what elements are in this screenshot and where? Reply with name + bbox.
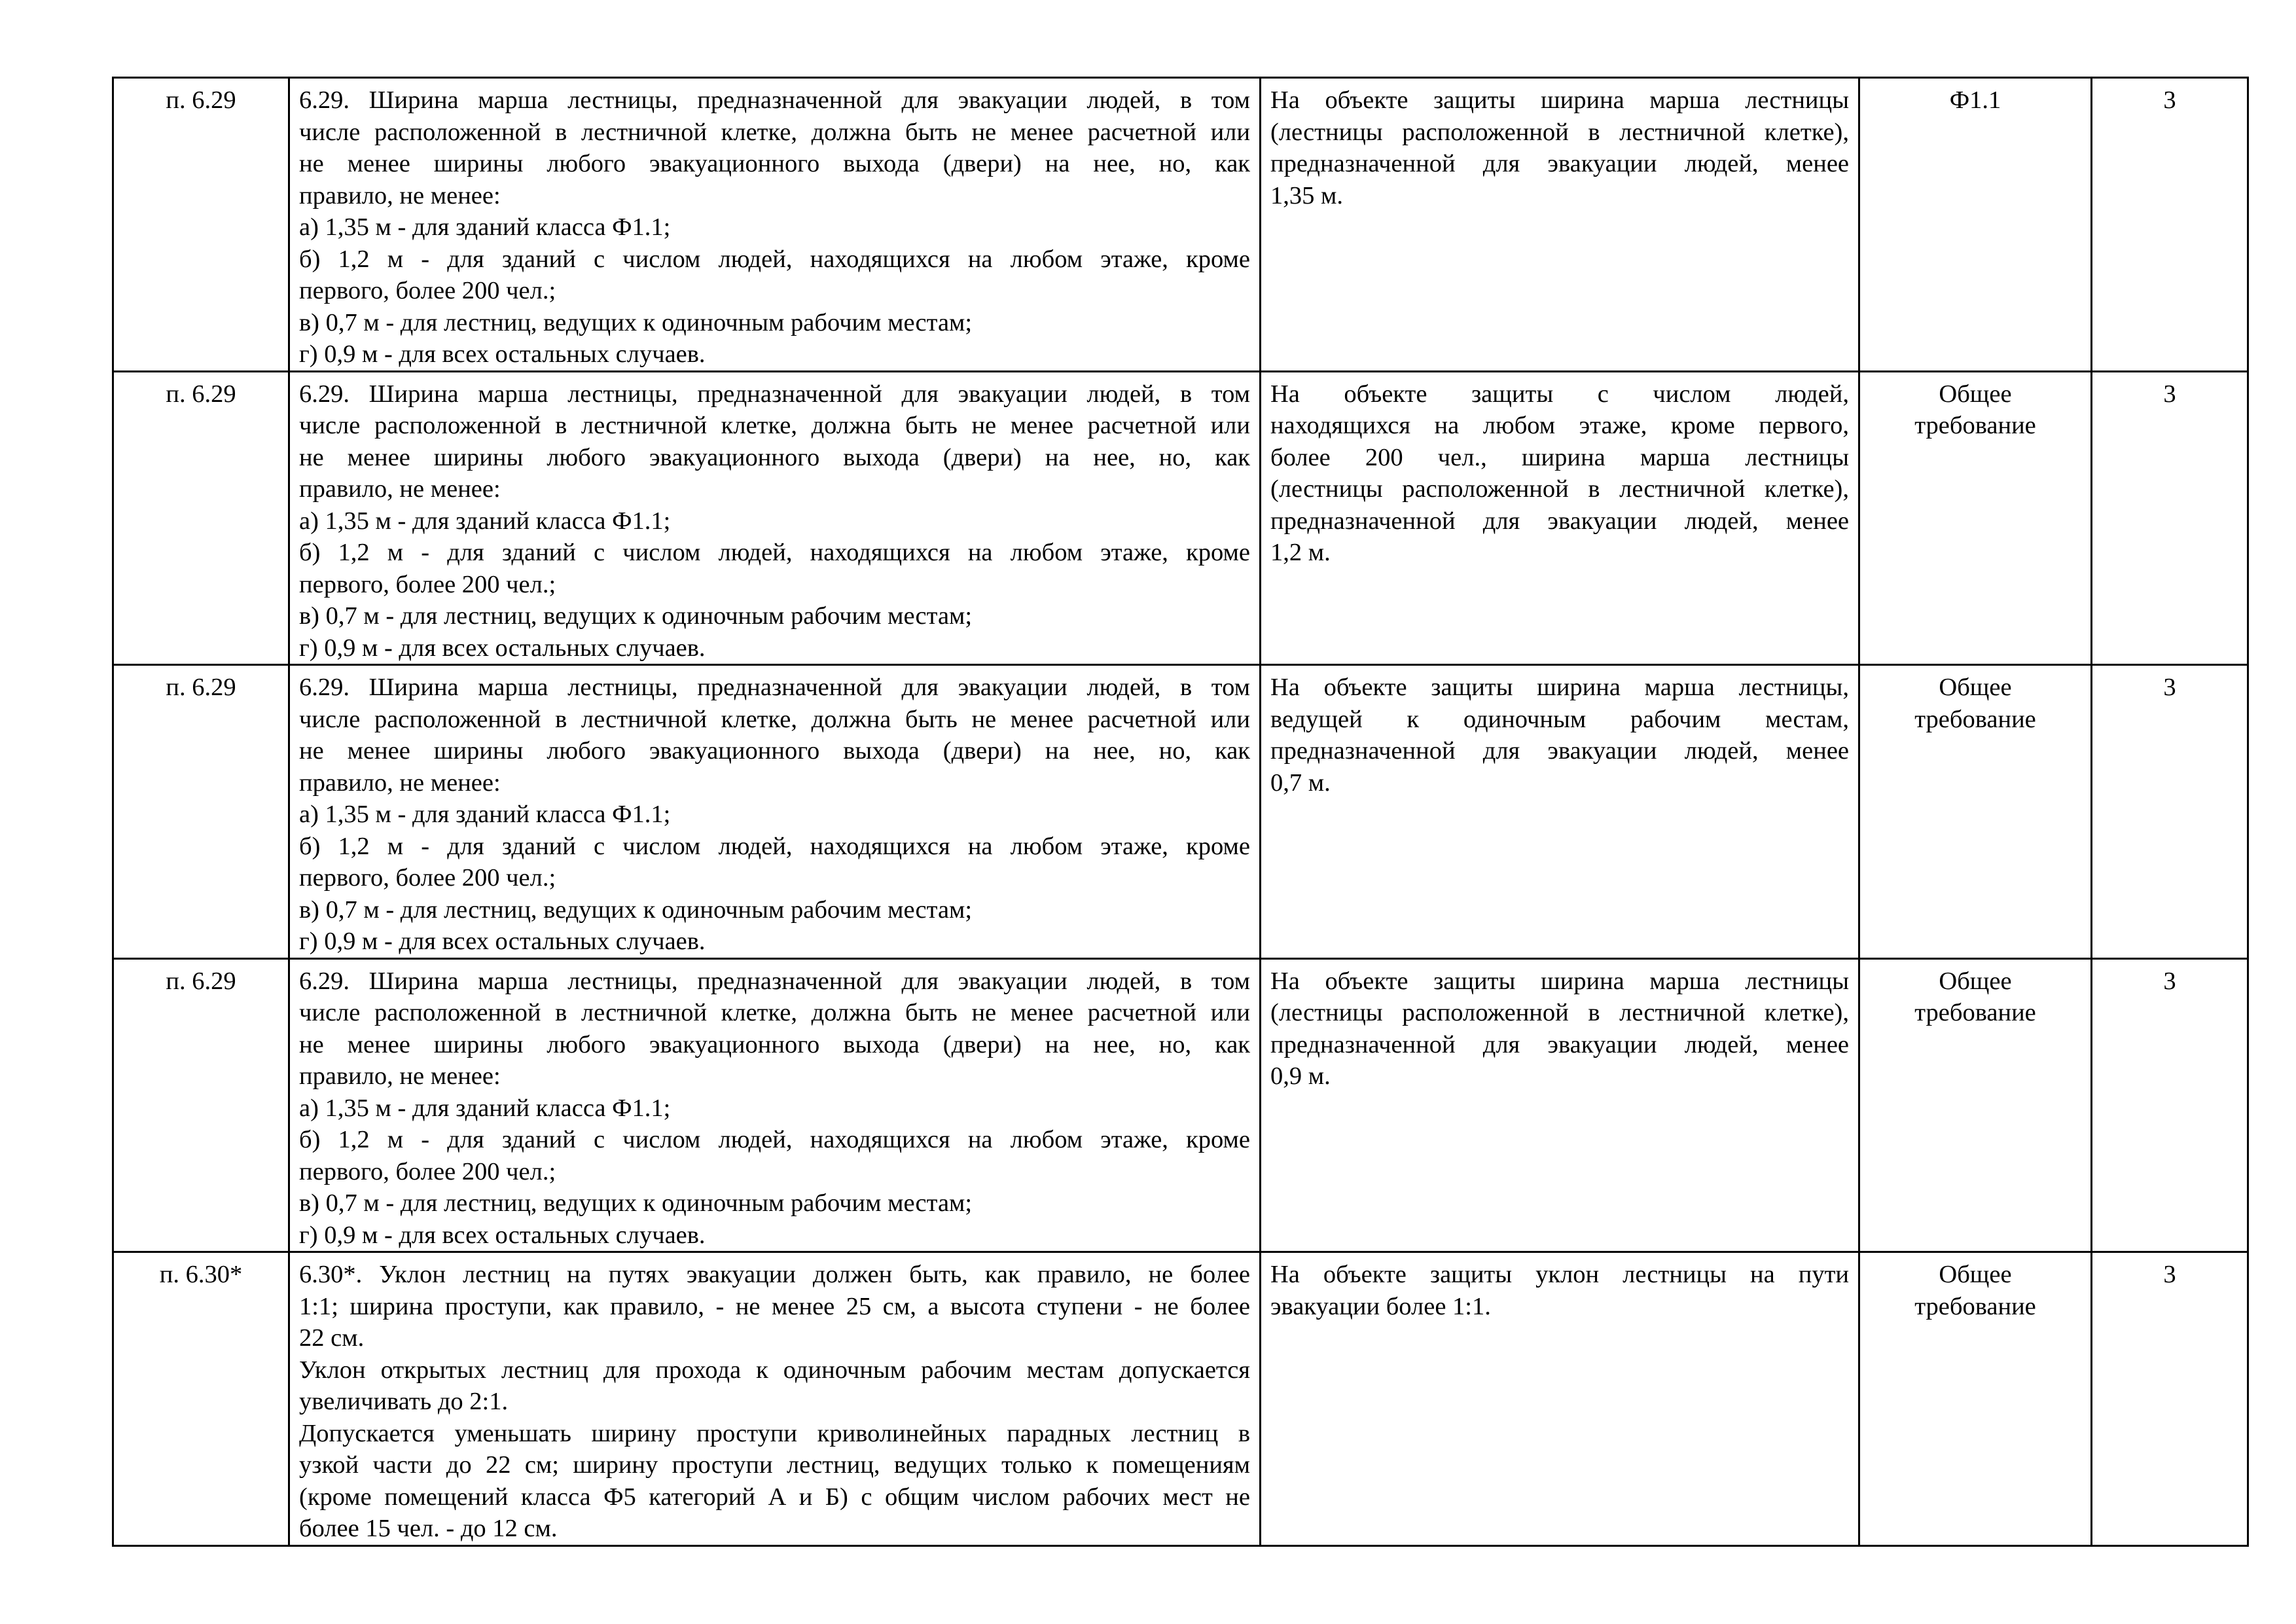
applicability-class-cell [1859,1252,2092,1546]
requirement-line: г) 0,9 м - для всех остальных случаев. [299,1221,706,1249]
violation-line: предназначенной для эвакуации людей, менее [1270,1030,1849,1058]
requirement-line: увеличивать до 2:1. [299,1388,509,1415]
violation-line: На объекте защиты ширина марша лестницы [1270,86,1849,114]
violation-description-cell [1261,1252,1859,1546]
violation-line: На объекте защиты с числом людей, [1270,380,1849,408]
requirement-text-cell [289,665,1261,959]
violation-line: ведущей к одиночным рабочим местам, [1270,705,1849,733]
requirement-line: числе расположенной в лестничной клетке, должна быть не менее расчетной или [299,705,1250,733]
violation-line: (лестницы расположенной в лестничной клетке), [1270,475,1849,503]
requirement-line: б) 1,2 м - для зданий с числом людей, находящихся на любом этаже, кроме [299,539,1250,566]
requirement-line: (кроме помещений класса Ф5 категорий А и Б) с общим числом рабочих мест не [299,1483,1250,1511]
requirement-line: б) 1,2 м - для зданий с числом людей, находящихся на любом этаже, кроме [299,245,1250,273]
violation-description-cell [1261,371,1859,665]
requirement-line: г) 0,9 м - для всех остальных случаев. [299,340,706,368]
requirement-line: первого, более 200 чел.; [299,570,556,598]
violation-line: На объекте защиты ширина марша лестницы [1270,967,1849,995]
clause-reference-cell: п. 6.29 [113,665,289,959]
table-row [113,1252,2248,1546]
requirement-line: Допускается уменьшать ширину проступи криволинейных парадных лестниц в [299,1419,1250,1447]
requirement-line: более 15 чел. - до 12 см. [299,1515,558,1542]
requirement-line: правило, не менее: [299,768,501,797]
applicability-class-cell [1859,665,2092,959]
clause-reference-cell: п. 6.29 [113,371,289,665]
requirement-line: первого, более 200 чел.; [299,277,556,304]
violation-line: (лестницы расположенной в лестничной клетке), [1270,999,1849,1026]
requirement-line: не менее ширины любого эвакуационного выхода (двери) на нее, но, как [299,150,1250,177]
requirement-text-cell [289,958,1261,1252]
class-line: требование [1914,705,2036,733]
requirement-line: б) 1,2 м - для зданий с числом людей, находящихся на любом этаже, кроме [299,832,1250,860]
requirement-text-cell [289,371,1261,665]
class-line: Общее [1939,1261,2012,1288]
requirement-line: а) 1,35 м - для зданий класса Ф1.1; [299,1094,671,1122]
risk-score-cell: 3 [2092,78,2248,372]
requirement-line: в) 0,7 м - для лестниц, ведущих к одиночным рабочим местам; [299,308,973,336]
applicability-class-cell [1859,78,2092,372]
requirement-line: числе расположенной в лестничной клетке, должна быть не менее расчетной или [299,412,1250,439]
violation-description-cell [1261,958,1859,1252]
requirement-line: в) 0,7 м - для лестниц, ведущих к одиночным рабочим местам; [299,1189,973,1217]
requirement-line: в) 0,7 м - для лестниц, ведущих к одиночным рабочим местам; [299,895,973,924]
requirement-line: а) 1,35 м - для зданий класса Ф1.1; [299,801,671,828]
violation-description-cell [1261,665,1859,959]
clause-reference-cell: п. 6.29 [113,78,289,372]
risk-score-cell: 3 [2092,665,2248,959]
clause-reference-cell: п. 6.30* [113,1252,289,1546]
requirement-text-cell [289,1252,1261,1546]
violation-line: находящихся на любом этаже, кроме первого, [1270,412,1849,439]
violation-line: более 200 чел., ширина марша лестницы [1270,443,1849,471]
class-line: Ф1.1 [1949,86,2001,114]
requirement-line: б) 1,2 м - для зданий с числом людей, находящихся на любом этаже, кроме [299,1126,1250,1153]
table-row [113,665,2248,959]
requirement-line: г) 0,9 м - для всех остальных случаев. [299,928,706,955]
requirement-line: правило, не менее: [299,475,501,503]
violation-line: 0,7 м. [1270,768,1331,797]
requirement-line: 22 см. [299,1324,365,1352]
table-row [113,78,2248,372]
violation-line: 1,35 м. [1270,181,1343,209]
requirement-line: первого, более 200 чел.; [299,864,556,892]
violation-description-cell [1261,78,1859,372]
class-line: требование [1914,999,2036,1026]
class-line: требование [1914,412,2036,439]
requirement-line: узкой части до 22 см; ширину проступи лестниц, ведущих только к помещениям [299,1451,1250,1479]
requirement-line: Уклон открытых лестниц для прохода к одиночным рабочим местам допускается [299,1356,1250,1384]
requirement-line: правило, не менее: [299,1062,501,1090]
requirement-line: 6.29. Ширина марша лестницы, предназначенной для эвакуации людей, в том [299,674,1250,701]
requirement-line: правило, не менее: [299,181,501,209]
applicability-class-cell [1859,958,2092,1252]
requirement-line: не менее ширины любого эвакуационного выхода (двери) на нее, но, как [299,443,1250,471]
table-row [113,371,2248,665]
table-row [113,958,2248,1252]
violation-line: (лестницы расположенной в лестничной клетке), [1270,118,1849,146]
requirement-line: числе расположенной в лестничной клетке, должна быть не менее расчетной или [299,999,1250,1026]
requirement-line: а) 1,35 м - для зданий класса Ф1.1; [299,213,671,241]
risk-score-cell: 3 [2092,1252,2248,1546]
violation-line: На объекте защиты ширина марша лестницы, [1270,674,1849,701]
violation-line: На объекте защиты уклон лестницы на пути [1270,1261,1849,1288]
requirement-line: 6.29. Ширина марша лестницы, предназначенной для эвакуации людей, в том [299,380,1250,408]
requirement-line: 6.30*. Уклон лестниц на путях эвакуации должен быть, как правило, не более [299,1261,1250,1288]
requirement-line: в) 0,7 м - для лестниц, ведущих к одиночным рабочим местам; [299,602,973,630]
requirement-line: 6.29. Ширина марша лестницы, предназначенной для эвакуации людей, в том [299,86,1250,114]
requirement-text-cell [289,78,1261,372]
violation-line: 0,9 м. [1270,1062,1331,1090]
risk-score-cell: 3 [2092,958,2248,1252]
risk-score-cell: 3 [2092,371,2248,665]
class-line: Общее [1939,967,2012,995]
class-line: требование [1914,1292,2036,1320]
applicability-class-cell [1859,371,2092,665]
requirement-line: не менее ширины любого эвакуационного выхода (двери) на нее, но, как [299,1030,1250,1058]
requirement-line: а) 1,35 м - для зданий класса Ф1.1; [299,507,671,535]
requirements-table [112,77,2249,1547]
requirement-line: первого, более 200 чел.; [299,1157,556,1185]
clause-reference-cell: п. 6.29 [113,958,289,1252]
class-line: Общее [1939,380,2012,408]
requirement-line: числе расположенной в лестничной клетке, должна быть не менее расчетной или [299,118,1250,146]
violation-line: эвакуации более 1:1. [1270,1292,1491,1320]
requirement-line: г) 0,9 м - для всех остальных случаев. [299,634,706,662]
class-line: Общее [1939,674,2012,701]
violation-line: предназначенной для эвакуации людей, менее [1270,150,1849,177]
requirement-line: 1:1; ширина проступи, как правило, - не менее 25 см, а высота ступени - не более [299,1292,1250,1320]
table-body [113,78,2248,1546]
requirement-line: не менее ширины любого эвакуационного выхода (двери) на нее, но, как [299,737,1250,765]
violation-line: предназначенной для эвакуации людей, менее [1270,507,1849,535]
violation-line: 1,2 м. [1270,539,1331,566]
violation-line: предназначенной для эвакуации людей, менее [1270,737,1849,765]
requirement-line: 6.29. Ширина марша лестницы, предназначенной для эвакуации людей, в том [299,967,1250,995]
